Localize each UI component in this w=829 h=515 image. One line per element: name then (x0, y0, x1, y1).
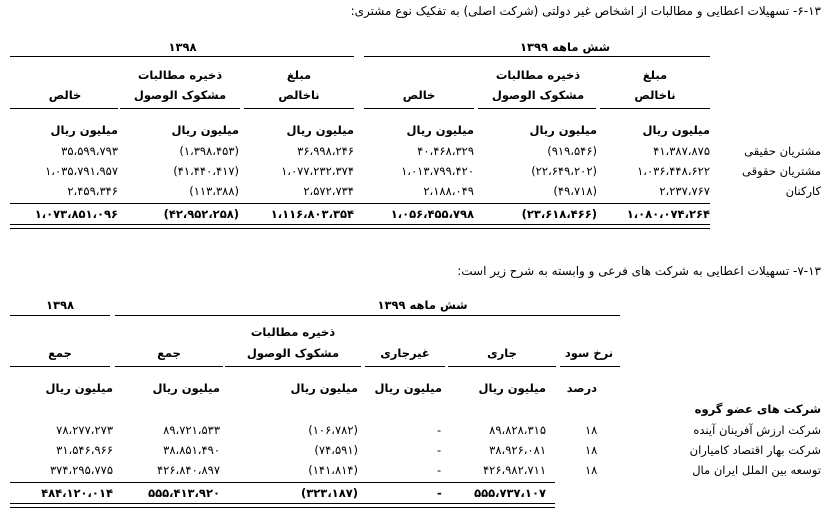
s2-rate: ۱۸ (585, 463, 598, 477)
s2-row-label: شرکت ارزش آفرینان آینده (693, 423, 821, 437)
s2-cell: ۴۲۶،۹۸۲،۷۱۱ (482, 463, 546, 477)
s1-cell: ۱،۰۱۳،۷۹۹،۴۲۰ (401, 164, 474, 178)
s2-hline (365, 366, 445, 367)
s2-cell: (۷۴،۵۹۱) (314, 443, 358, 457)
s2-prov-h2: مشکوک الوصول (246, 346, 340, 360)
s1-unit: میلیون ریال (50, 123, 118, 137)
s1-cell: ۱،۰۳۵،۷۹۱،۹۵۷ (45, 164, 118, 178)
s1-total: ۱،۰۷۳،۸۵۱،۰۹۶ (34, 207, 118, 221)
s2-cell: ۳۱،۵۴۶،۹۶۶ (56, 443, 113, 457)
s2-row-label: شرکت بهار اقتصاد کامیاران (689, 443, 821, 457)
s1-cell: (۱،۳۹۸،۴۵۳) (179, 144, 239, 158)
s2-rate: ۱۸ (585, 443, 598, 457)
s1-cell: ۲،۲۳۷،۷۶۷ (659, 184, 710, 198)
s1-unit: میلیون ریال (642, 123, 710, 137)
s1-cell: (۱۱۳،۳۸۸) (189, 184, 239, 198)
s1-current-underline (364, 56, 710, 57)
s2-unit: میلیون ریال (290, 381, 358, 395)
s2-unit: میلیون ریال (374, 381, 442, 395)
s1-unit: میلیون ریال (286, 123, 354, 137)
s2-cell: (۱۰۶،۷۸۲) (308, 423, 358, 437)
s2-hline (115, 366, 223, 367)
s1-cell: ۳۶،۹۹۸،۲۴۶ (297, 144, 354, 158)
s2-period-prior: ۱۳۹۸ (45, 298, 75, 312)
s1-cell: ۳۵،۵۹۹،۷۹۳ (61, 144, 118, 158)
s1-p-net-h: خالص (48, 88, 82, 102)
s2-hline (448, 366, 556, 367)
s1-hline (600, 108, 710, 109)
s2-total: - (437, 486, 442, 500)
s1-prior-underline (10, 56, 354, 57)
s2-cell: ۳۷۴،۲۹۵،۷۷۵ (49, 463, 113, 477)
s2-cell: - (437, 463, 442, 477)
s1-hline (478, 108, 596, 109)
s1-row-label: مشتریان حقیقی (744, 144, 821, 158)
s2-prior-total-h: جمع (48, 346, 72, 360)
s2-total: (۳۲۳،۱۸۷) (301, 486, 358, 500)
s2-current-underline (115, 315, 620, 316)
s1-total: ۱،۱۱۶،۸۰۳،۳۵۴ (270, 207, 354, 221)
s1-cell: ۱،۰۳۶،۴۴۸،۶۲۲ (637, 164, 710, 178)
s1-total-double-underline (10, 224, 710, 229)
s1-c-gross-h2: ناخالص (634, 88, 676, 102)
s1-cell: ۴۰،۴۶۸،۳۲۹ (417, 144, 474, 158)
s1-cell: ۲،۱۸۸،۰۴۹ (423, 184, 474, 198)
s2-unit-percent: درصد (566, 381, 597, 395)
s2-total-h: جمع (157, 346, 181, 360)
section2-heading: ۷-۱۳- تسهیلات اعطایی به شرکت های فرعی و وابسته به شرح زیر است: (457, 264, 821, 278)
s2-period-current: شش ماهه ۱۳۹۹ (377, 298, 468, 312)
s1-p-gross-h2: ناخالص (278, 88, 320, 102)
s1-total: ۱،۰۸۰،۰۷۴،۲۶۴ (626, 207, 710, 221)
s1-cell: (۴۹،۷۱۸) (553, 184, 597, 198)
s2-cell: ۸۹،۷۲۱،۵۳۳ (163, 423, 220, 437)
s1-period-current: شش ماهه ۱۳۹۹ (519, 40, 611, 54)
s1-c-gross-h1: مبلغ (642, 68, 668, 82)
s2-cell: (۱۴۱،۸۱۴) (308, 463, 358, 477)
s1-cell: ۲،۵۷۲،۷۳۴ (303, 184, 354, 198)
s2-hline (10, 366, 110, 367)
s1-hline (120, 108, 240, 109)
s2-row-label: توسعه بین الملل ایران مال (692, 463, 821, 477)
s1-unit: میلیون ریال (529, 123, 597, 137)
section1-heading: ۶-۱۳- تسهیلات اعطایی و مطالبات از اشخاص غیر دولتی (شرکت اصلی) به تفکیک نوع مشتری: (350, 4, 821, 18)
s2-cell: ۳۸،۸۵۱،۴۹۰ (163, 443, 220, 457)
s2-unit: میلیون ریال (45, 381, 113, 395)
s1-period-prior: ۱۳۹۸ (168, 40, 197, 54)
s2-hline (560, 366, 620, 367)
s2-hline (225, 366, 361, 367)
s2-cell: ۸۹،۸۲۸،۳۱۵ (489, 423, 546, 437)
s1-p-prov-h2: مشکوک الوصول (133, 88, 227, 102)
s1-unit: میلیون ریال (406, 123, 474, 137)
s1-hline (364, 108, 474, 109)
s1-cell: (۹۱۹،۵۴۶) (547, 144, 597, 158)
s2-prov-h1: ذخیره مطالبات (250, 325, 336, 339)
s1-cell: (۲۲،۶۴۹،۲۰۲) (531, 164, 597, 178)
s2-cell: ۷۸،۲۷۷،۲۷۳ (56, 423, 113, 437)
s1-unit: میلیون ریال (171, 123, 239, 137)
s2-group-label: شرکت های عضو گروه (694, 402, 821, 416)
s2-cell: ۴۲۶،۸۴۰،۸۹۷ (156, 463, 220, 477)
s2-cell: ۳۸،۹۲۶،۰۸۱ (489, 443, 546, 457)
s1-row-label: کارکنان (785, 184, 821, 198)
s1-c-prov-h1: ذخیره مطالبات (495, 68, 581, 82)
s2-unit: میلیون ریال (478, 381, 546, 395)
s2-total: ۵۵۵،۷۳۷،۱۰۷ (474, 486, 546, 500)
s1-hline (244, 108, 354, 109)
s2-total-topline (10, 482, 555, 483)
s2-noncurrent-h: غیرجاری (380, 346, 430, 360)
s1-c-net-h: خالص (402, 88, 436, 102)
s1-total: ۱،۰۵۶،۴۵۵،۷۹۸ (390, 207, 474, 221)
s1-total: (۲۳،۶۱۸،۴۶۶) (521, 207, 597, 221)
s1-total-topline (10, 203, 710, 204)
s2-rate-h: نرخ سود (564, 346, 614, 360)
s1-total: (۴۲،۹۵۲،۲۵۸) (163, 207, 239, 221)
s2-cell: - (437, 423, 442, 437)
s1-cell: ۱،۰۷۷،۲۳۲،۳۷۴ (281, 164, 354, 178)
s2-current-h: جاری (487, 346, 517, 360)
s1-c-prov-h2: مشکوک الوصول (491, 88, 585, 102)
s2-prior-underline (10, 315, 110, 316)
s2-unit: میلیون ریال (152, 381, 220, 395)
s2-total: ۴۸۴،۱۲۰،۰۱۴ (41, 486, 113, 500)
s1-p-prov-h1: ذخیره مطالبات (137, 68, 223, 82)
s1-cell: ۲،۴۵۹،۳۴۶ (67, 184, 118, 198)
s1-hline (10, 108, 118, 109)
s1-cell: ۴۱،۳۸۷،۸۷۵ (653, 144, 710, 158)
s2-cell: - (437, 443, 442, 457)
s2-total: ۵۵۵،۴۱۳،۹۲۰ (148, 486, 220, 500)
s1-p-gross-h1: مبلغ (286, 68, 312, 82)
s2-rate: ۱۸ (585, 423, 598, 437)
s2-total-double-underline (10, 503, 555, 508)
s1-cell: (۴۱،۴۴۰،۴۱۷) (173, 164, 239, 178)
s1-row-label: مشتریان حقوقی (742, 164, 821, 178)
